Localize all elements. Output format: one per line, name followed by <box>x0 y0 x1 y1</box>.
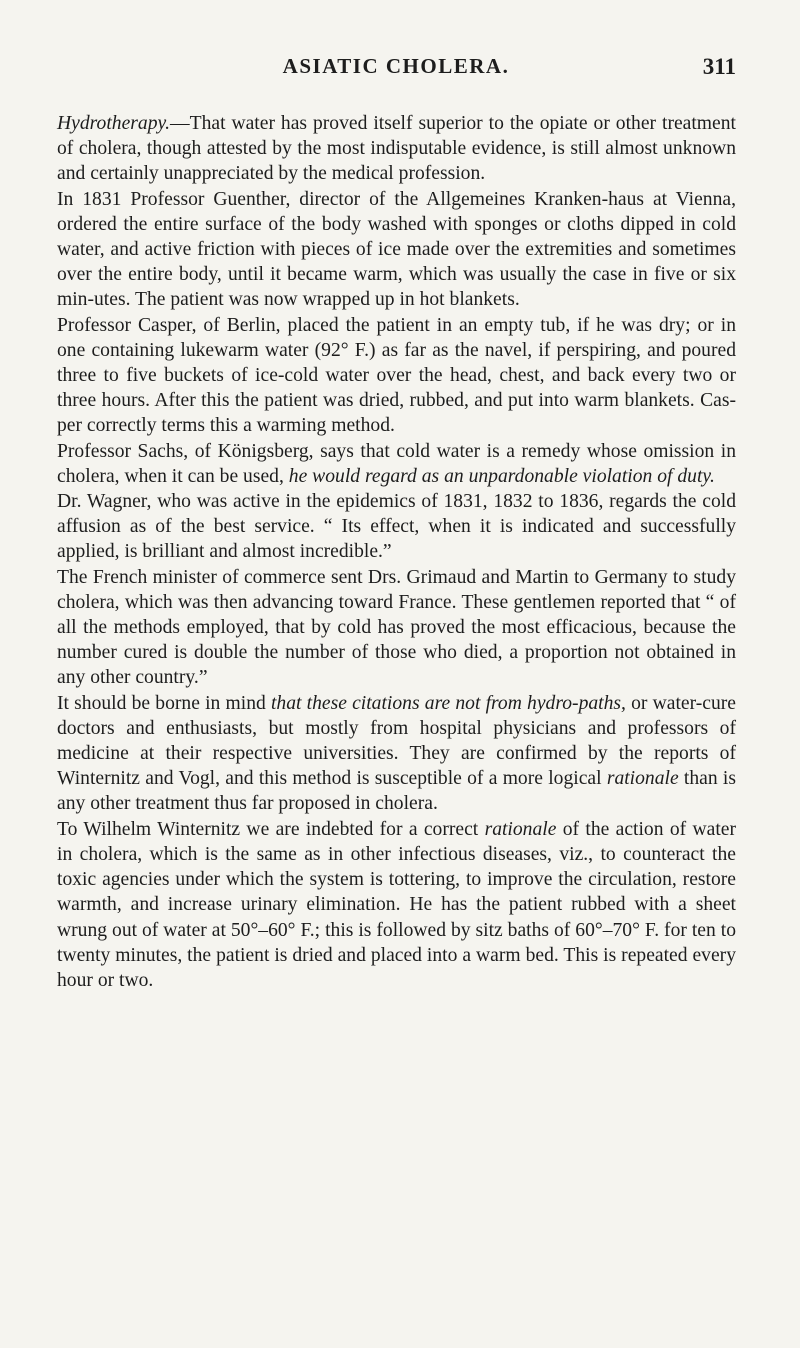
body-text <box>57 111 736 993</box>
paragraph-casper: Professor Casper, of Berlin, placed the patient in an empty tub, if he was dry; or in one containing lukewarm water (92° F.) as far as the navel, if perspiring, and poured three to five buckets of ice-cold water over the head, chest, and back every two or three hours. After this the patient was dried, rubbed, and put into warm blankets. Cas-per correctly terms this a warming method. <box>57 314 736 437</box>
running-head: ASIATIC CHOLERA. <box>282 54 510 78</box>
page-header <box>56 54 736 94</box>
paragraph-hydrotherapy: Hydrotherapy.—That water has proved itself superior to the opiate or other treatment of cholera, though attested by the most indisputable evidence, is still almost unknown and certainly unappreciated by the medical profession. <box>57 113 736 185</box>
section-heading: Hydrotherapy. <box>57 113 171 134</box>
paragraph-guenther: In 1831 Professor Guenther, director of the Allgemeines Kranken-haus at Vienna, ordered the entire surface of the body washed with sponges or cloths dipped in cold water, and active friction with pieces of ice made over the extremities and sometimes over the entire body, until it became warm, which was usually the case in five or six min-utes. The patient was now wrapped up in hot blankets. <box>57 188 736 311</box>
page-number: 311 <box>702 54 736 79</box>
paragraph-wagner: Dr. Wagner, who was active in the epidemics of 1831, 1832 to 1836, regards the cold affusion as of the best service. “ Its effect, when it is indicated and successfully applied, is brilliant and almost incredible.” <box>57 491 736 563</box>
paragraph-winternitz: To Wilhelm Winternitz we are indebted for a correct rationale of the action of water in cholera, which is the same as in other infectious diseases, viz., to counteract the toxic agencies under which the system is tottering, to improve the circulation, restore warmth, and increase urinary elimination. He has the patient rubbed with a sheet wrung out of water at 50°–60° F.; this is followed by sitz baths of 60°–70° F. for ten to twenty minutes, the patient is dried and placed into a warm bed. This is repeated every hour or two. <box>57 818 737 991</box>
paragraph-citations: It should be borne in mind that these citations are not from hydro-paths, or water-cure doctors and enthusiasts, but mostly from hospital physicians and professors of medicine at their respective universities. They are confirmed by the reports of Winternitz and Vogl, and this method is susceptible of a more logical rationale than is any other treatment thus far proposed in cholera. <box>57 692 736 815</box>
paragraph-french-minister: The French minister of commerce sent Drs. Grimaud and Martin to Germany to study cholera, which was then advancing toward France. These gentlemen reported that “ of all the methods employed, that by cold has proved the most efficacious, because the number cured is double the number of those who died, a proportion not obtained in any other country.” <box>57 566 736 689</box>
paragraph-sachs: Professor Sachs, of Königsberg, says that cold water is a remedy whose omission in cholera, when it can be used, he would regard as an unpardonable violation of duty. <box>57 440 736 487</box>
